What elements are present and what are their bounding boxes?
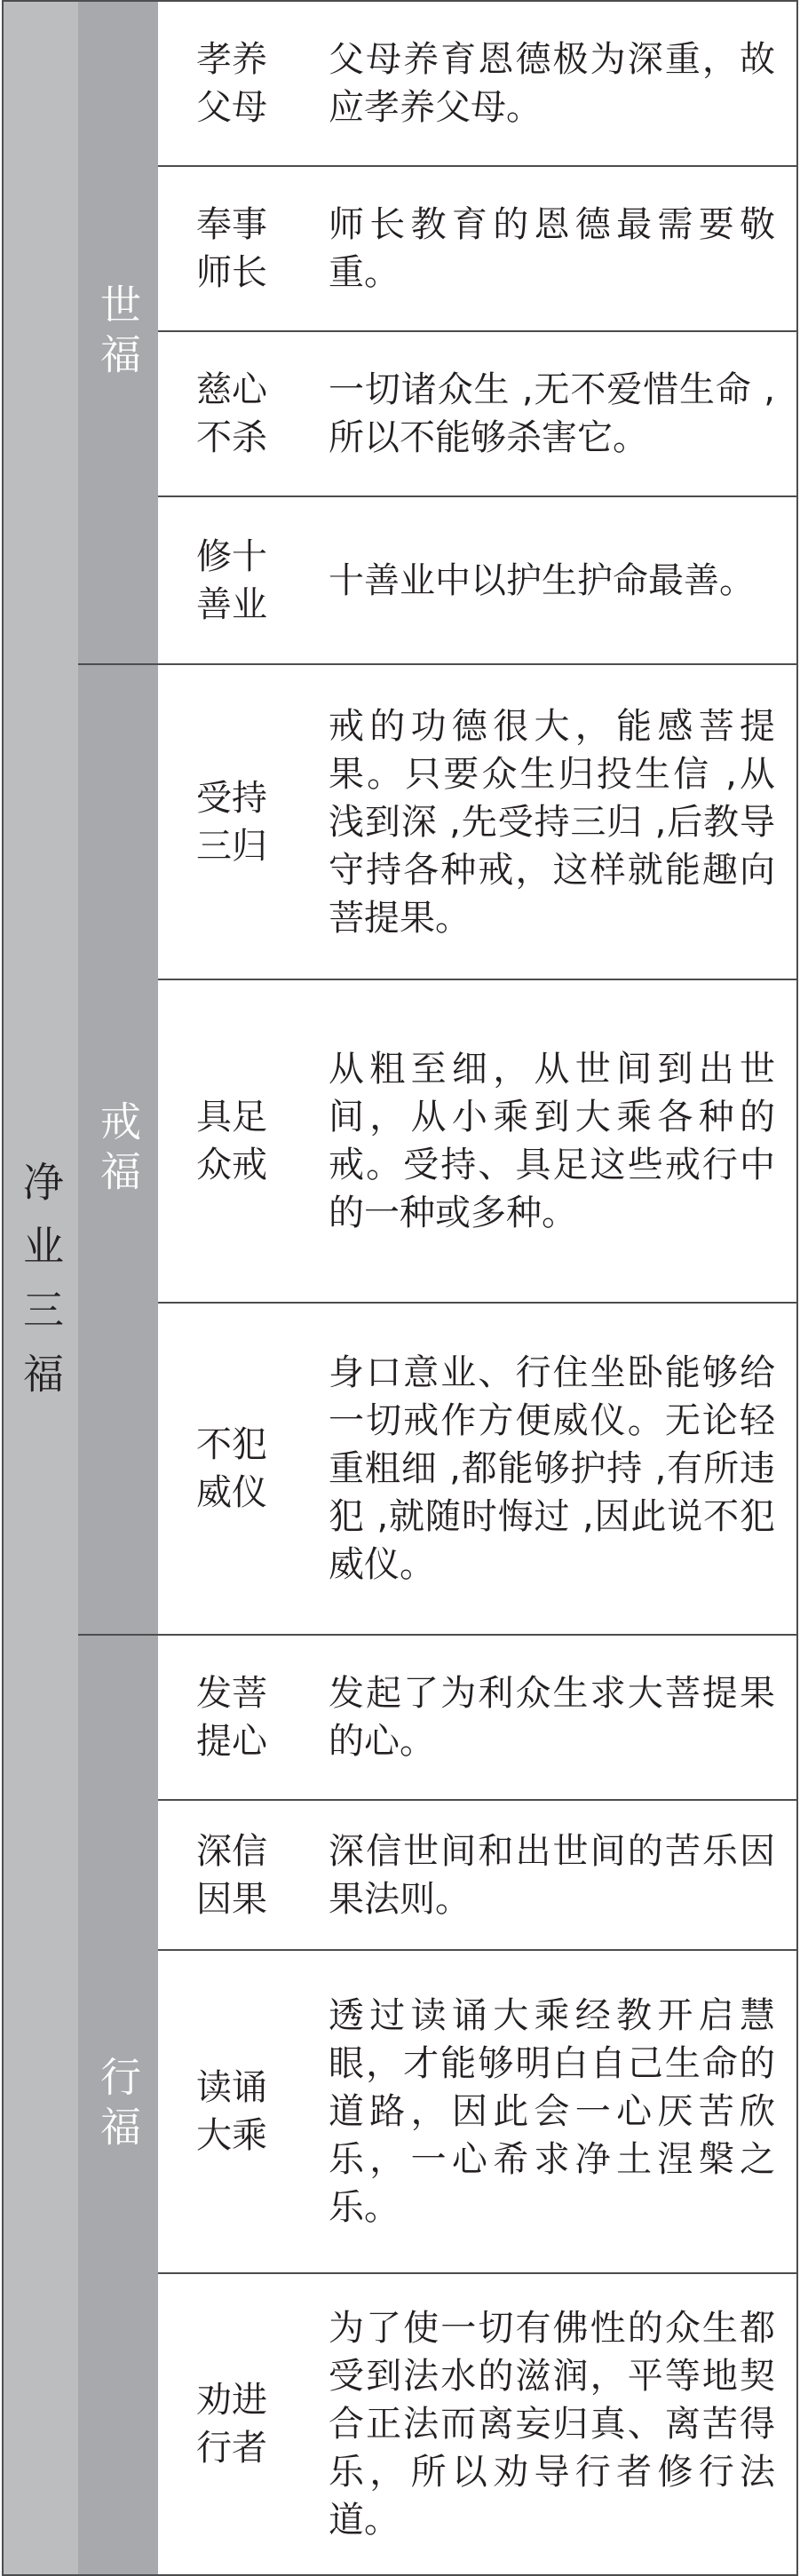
item-desc-cell [305,330,798,497]
item-name: 劝进行者 [196,2380,267,2469]
item-desc-cell [305,1302,798,1636]
group-cell-3 [78,1634,160,2576]
item-name-cell [158,165,307,332]
item-name: 发菩提心 [196,1673,267,1762]
item-desc-cell [305,979,798,1304]
item-name-cell [158,2272,307,2576]
item-desc: 十善业中以护生护命最善。 [329,559,755,601]
item-desc-cell [305,1634,798,1801]
group-name: 戒福 [94,1099,142,1200]
item-name: 奉事师长 [196,204,267,293]
item-name: 读诵大乘 [196,2067,267,2156]
item-name-cell [158,1634,307,1801]
item-desc-cell [305,1949,798,2274]
item-name: 慈心不杀 [196,369,267,458]
group-name: 世福 [94,282,142,383]
item-name-cell [158,663,307,980]
item-desc-cell [305,0,798,167]
item-name: 修十善业 [196,535,267,625]
item-desc-cell [305,165,798,332]
group-cell-2 [78,663,160,1636]
item-desc: 戒的功德很大，能感菩提果。只要众生归投生信 ,从浅到深 ,先受持三归 ,后教导守持各种戒，这样就能趣向菩提果。 [329,705,775,939]
item-desc: 透过读诵大乘经教开启慧眼，才能够明白自己生命的道路，因此会一心厌苦欣乐，一心希求净土涅槃之乐。 [329,1995,775,2228]
item-desc-cell [305,2272,798,2576]
item-name: 深信因果 [196,1830,267,1920]
item-desc: 一切诸众生 ,无不爱惜生命 ,所以不能够杀害它。 [329,369,775,458]
item-name-cell [158,979,307,1304]
item-desc: 深信世间和出世间的苦乐因果法则。 [329,1830,775,1920]
table-title: 净业三福 [17,1160,65,1416]
item-desc: 身口意业、行住坐卧能够给一切戒作方便威仪。无论轻重粗细 ,都能够护持 ,有所违犯 ,就随时悔过 ,因此说不犯威仪。 [329,1352,775,1585]
item-name-cell [158,0,307,167]
item-name: 具足众戒 [196,1097,267,1185]
item-name: 孝养父母 [196,39,267,128]
item-desc: 师长教育的恩德最需要敬重。 [329,204,775,293]
item-name-cell [158,330,307,497]
item-desc-cell [305,495,798,665]
item-name-cell [158,1799,307,1951]
item-desc: 发起了为利众生求大菩提果的心。 [329,1673,775,1762]
group-name: 行福 [94,2055,142,2155]
group-cell-1 [78,0,160,665]
item-desc: 从粗至细，从世间到出世间，从小乘到大乘各种的戒。受持、具足这些戒行中的一种或多种。 [329,1049,775,1233]
item-desc: 为了使一切有佛性的众生都受到法水的滋润，平等地契合正法而离妄归真、离苦得乐，所以劝导行者修行法道。 [329,2308,775,2540]
item-desc-cell [305,663,798,980]
item-name: 不犯威仪 [196,1424,267,1513]
item-name-cell [158,495,307,665]
table-title-cell [2,0,80,2576]
item-name: 受持三归 [196,777,267,867]
item-name-cell [158,1949,307,2274]
item-desc-cell [305,1799,798,1951]
item-name-cell [158,1302,307,1636]
item-desc: 父母养育恩德极为深重，故应孝养父母。 [329,39,775,128]
